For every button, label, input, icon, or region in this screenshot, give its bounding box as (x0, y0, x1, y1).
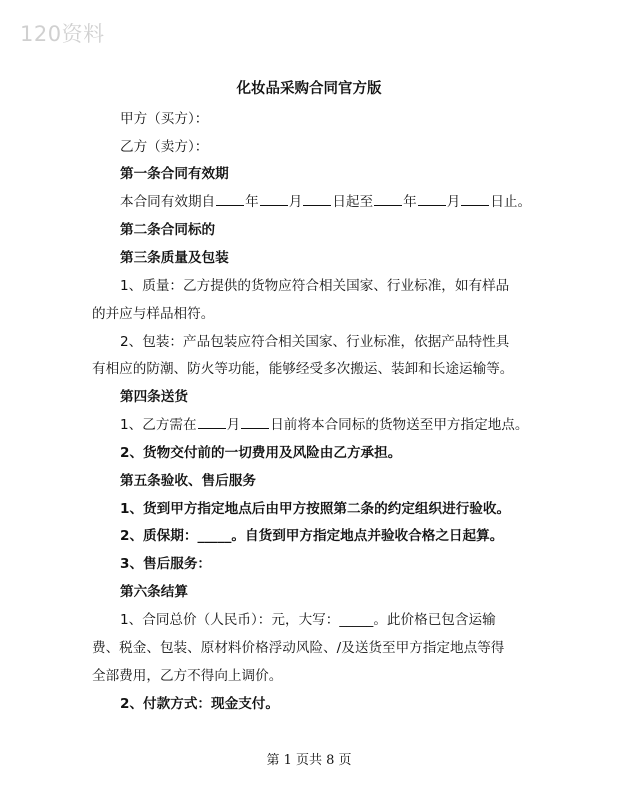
warranty-clause (120, 524, 503, 544)
packaging-clause-line-2: 有相应的防潮、防火等功能，能够经受多次搬运、装卸和长途运输等。 (92, 361, 514, 377)
price-clause-line-3: 全部费用，乙方不得向上调价。 (92, 668, 283, 684)
article-4-heading: 第四条送货 (120, 389, 188, 405)
blank-field (216, 193, 244, 206)
price-clause-line-1 (120, 608, 496, 628)
text: 月 (446, 194, 461, 210)
validity-period-line (120, 190, 531, 210)
text: 月 (288, 194, 303, 210)
document-title: 化妆品采购合同官方版 (236, 81, 382, 97)
blank-field (461, 193, 489, 206)
blank-field (303, 193, 331, 206)
blank-field (374, 193, 402, 206)
text: 。此价格已包含运输 (373, 612, 496, 628)
text: 月 (226, 417, 241, 433)
article-5-heading: 第五条验收、售后服务 (120, 473, 256, 489)
article-2-heading: 第二条合同标的 (120, 222, 216, 238)
quality-clause-line-1: 1、质量：乙方提供的货物应符合相关国家、行业标准，如有样品 (120, 278, 510, 294)
text: 本合同有效期自 (120, 194, 216, 210)
article-6-heading: 第六条结算 (120, 584, 188, 600)
page-footer: 第 1 页共 8 页 (266, 753, 352, 768)
party-a-line: 甲方（买方）： (120, 111, 209, 127)
blank-field (198, 416, 226, 429)
text: 1、乙方需在 (120, 417, 197, 433)
price-clause-line-2: 费、税金、包装、原材料价格浮动风险、/及送货至甲方指定地点等得 (92, 640, 505, 656)
delivery-clause-1 (120, 413, 529, 433)
blank-field (241, 416, 269, 429)
article-1-heading: 第一条合同有效期 (120, 166, 229, 182)
text: 2、质保期： (120, 528, 198, 544)
blank-field: _____ (197, 528, 232, 544)
text: 年 (403, 194, 417, 210)
text: 1、合同总价（人民币）：元，大写： (120, 612, 340, 628)
text: 年 (245, 194, 259, 210)
quality-clause-line-2: 的并应与样品相符。 (92, 306, 215, 322)
packaging-clause-line-1: 2、包装：产品包装应符合相关国家、行业标准，依据产品特性具 (120, 334, 510, 350)
party-b-line: 乙方（卖方）： (120, 139, 209, 155)
blank-field: _____ (339, 612, 374, 628)
delivery-clause-2: 2、货物交付前的一切费用及风险由乙方承担。 (120, 445, 402, 461)
blank-field (260, 193, 288, 206)
text: 日止。 (490, 194, 532, 210)
text: 日起至 (332, 194, 374, 210)
article-3-heading: 第三条质量及包装 (120, 250, 229, 266)
blank-field (418, 193, 446, 206)
text: 。自货到甲方指定地点并验收合格之日起算。 (231, 528, 504, 544)
inspection-clause-1: 1、货到甲方指定地点后由甲方按照第二条的约定组织进行验收。 (120, 501, 511, 517)
text: 日前将本合同标的货物送至甲方指定地点。 (270, 417, 529, 433)
after-sales-clause: 3、售后服务： (120, 556, 212, 572)
payment-method-clause: 2、付款方式：现金支付。 (120, 696, 279, 712)
watermark: 120资料 (20, 22, 105, 46)
